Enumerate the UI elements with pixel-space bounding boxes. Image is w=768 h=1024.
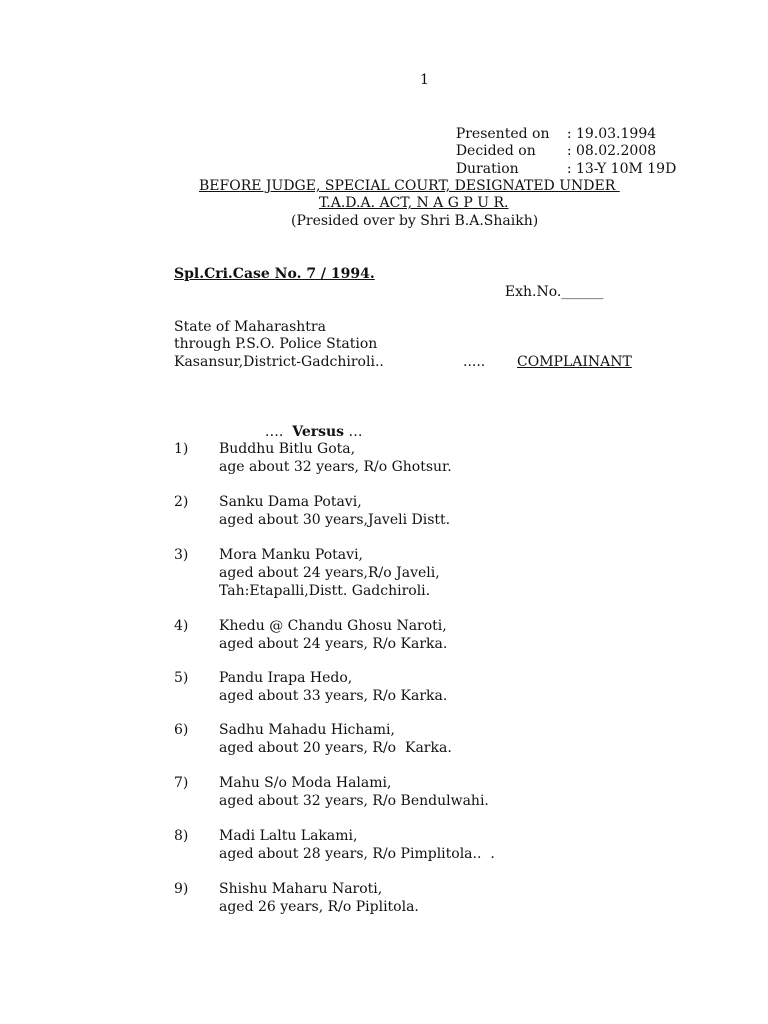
meta-label: Presented on	[455, 126, 550, 142]
accused-number: 6)	[174, 722, 189, 738]
accused-name: Buddhu Bitlu Gota,	[219, 441, 356, 457]
accused-details	[219, 546, 440, 600]
complainant-line-2: through P.S.O. Police Station	[174, 336, 378, 352]
versus-suffix: …	[344, 424, 363, 440]
accused-name: Mora Manku Potavi,	[219, 547, 363, 563]
accused-details	[219, 669, 447, 705]
accused-info: aged about 24 years, R/o Karka.	[219, 636, 448, 652]
accused-details	[219, 774, 489, 810]
versus-line	[256, 405, 363, 441]
accused-number: 7)	[174, 775, 189, 791]
complainant-role: COMPLAINANT	[517, 354, 632, 370]
accused-info: Tah:Etapalli,Distt. Gadchiroli.	[219, 583, 431, 599]
accused-info: aged about 24 years,R/o Javeli,	[219, 565, 440, 581]
heading-line-2: T.A.D.A. ACT, N A G P U R.	[319, 195, 509, 211]
exhibit-number	[496, 265, 603, 301]
heading-presided-over: (Presided over by Shri B.A.Shaikh)	[291, 213, 539, 229]
exhibit-blank: ______	[561, 284, 604, 300]
meta-label: Decided on	[455, 143, 536, 159]
accused-details	[219, 440, 452, 476]
exhibit-label: Exh.No.	[504, 284, 562, 300]
accused-info: aged about 32 years, R/o Bendulwahi.	[219, 793, 489, 809]
accused-name: Sanku Dama Potavi,	[219, 494, 362, 510]
accused-name: Pandu Irapa Hedo,	[219, 670, 353, 686]
accused-name: Sadhu Mahadu Hichami,	[219, 722, 395, 738]
accused-name: Khedu @ Chandu Ghosu Naroti,	[219, 618, 447, 634]
accused-info: aged 26 years, R/o Piplitola.	[219, 899, 419, 915]
page-number: 1	[420, 72, 429, 88]
accused-name: Madi Laltu Lakami,	[219, 828, 358, 844]
complainant-line-1: State of Maharashtra	[174, 319, 326, 335]
accused-info: age about 32 years, R/o Ghotsur.	[219, 459, 452, 475]
accused-name: Mahu S/o Moda Halami,	[219, 775, 392, 791]
accused-number: 3)	[174, 547, 189, 563]
meta-value: : 13-Y 10M 19D	[566, 161, 677, 177]
case-number: Spl.Cri.Case No. 7 / 1994.	[174, 266, 375, 282]
accused-details	[219, 493, 450, 529]
accused-details	[219, 827, 495, 863]
accused-info: aged about 33 years, R/o Karka.	[219, 688, 448, 704]
meta-value: : 19.03.1994	[566, 126, 657, 142]
accused-number: 8)	[174, 828, 189, 844]
heading-line-1: BEFORE JUDGE, SPECIAL COURT, DESIGNATED UNDER	[199, 178, 620, 194]
meta-value: : 08.02.2008	[566, 143, 657, 159]
accused-number: 2)	[174, 494, 189, 510]
accused-details	[219, 880, 419, 916]
accused-details	[219, 721, 452, 757]
accused-details	[219, 617, 447, 653]
accused-info: aged about 30 years,Javeli Distt.	[219, 512, 451, 528]
accused-name: Shishu Maharu Naroti,	[219, 881, 383, 897]
meta-label: Duration	[455, 161, 519, 177]
versus-word: Versus	[292, 424, 345, 440]
accused-info: aged about 20 years, R/o Karka.	[219, 740, 452, 756]
accused-number: 9)	[174, 881, 189, 897]
accused-number: 5)	[174, 670, 189, 686]
complainant-line-3: Kasansur,District-Gadchiroli..	[174, 354, 384, 370]
accused-number: 4)	[174, 618, 189, 634]
accused-number: 1)	[174, 441, 189, 457]
versus-prefix: ….	[264, 424, 284, 440]
accused-info: aged about 28 years, R/o Pimplitola.. .	[219, 846, 495, 862]
complainant-dots: .....	[463, 354, 486, 370]
